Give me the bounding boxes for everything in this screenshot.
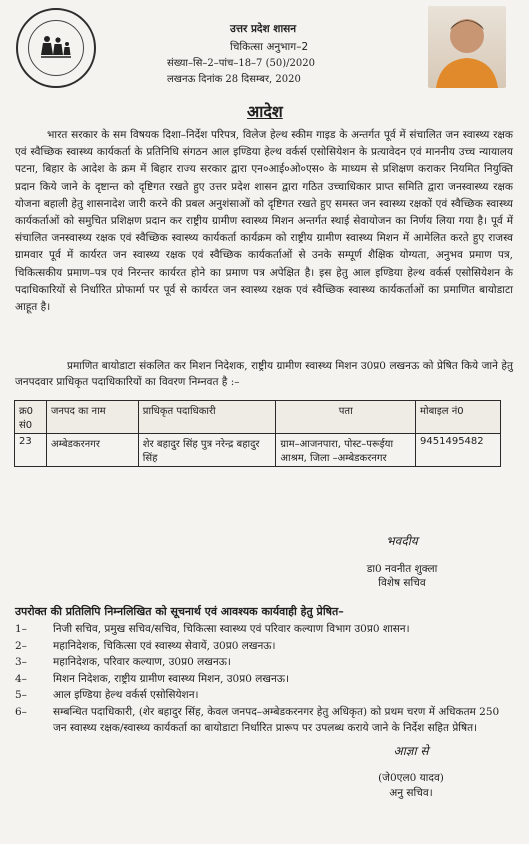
authorized-officials-table bbox=[14, 400, 501, 467]
list-item-text: आल इण्डिया हेल्थ वर्कर्स एसोसियेशन। bbox=[53, 689, 199, 701]
paragraph-text: भारत सरकार के सम विषयक दिशा–निर्देश परिपत्र, विलेज हेल्थ स्कीम गाइड के अन्तर्गत पूर्व में संचालित जन स्वास्थ्य रक्षक एवं स्वैच्छिक स्वास्थ्य कार्यकर्ता के प्रतिनिधि संगठन आल इण्डिया हेल्थ वर्कर्स एसोसियेशन के प्रत्यावेदन एवं माननीय उच्च न्यायालय पटना, बिहार के आदेश के क्रम में बिहार राज्य सरकार द्वारा एन०आई०ओ०एस० के माध्यम से प्रशिक्षण कराकर नियमित नियुक्ति प्रदान किये जाने के दृष्टान्त को दृष्टिगत रखते हुए उत्तर प्रदेश शासन द्वारा गठित उच्चाधिकार प्राप्त समिति द्वारा जनस्वास्थ्य रक्षक योजना बहाली हेतु शासनादेश जारी करने की प्रबल अनुशंसाओं को दृष्टिगत रखते हुए समस्त जन स्वास्थ्य रक्षकों एवं स्वैच्छिक स्वास्थ्य कार्यकर्ताओं को समुचित प्रशिक्षण प्रदान कर राष्ट्रीय ग्रामीण स्वास्थ्य मिशन अन्तर्गत स्थाई सेवायोजन का निर्णय लिया गया है। पूर्व में संचालित जनस्वास्थ्य रक्षक एवं स्वैच्छिक स्वास्थ्य कार्यकर्ता कार्यक्रम को राष्ट्रीय ग्रामीण स्वास्थ्य मिशन में आमेलित करते हुए राजस्व ग्रामवार पूर्व में कार्यरत जन स्वास्थ्य रक्षक एवं स्वैच्छिक कार्यकर्ताओं से उनके सम्पूर्ण शैक्षिक योग्यता, अनुभव प्रमाण पत्र, चिकित्सकीय प्रमाण–पत्र एवं निरन्तर कार्यरत होने का प्रमाण पत्र अपेक्षित है। इस हेतु आल इण्डिया हेल्थ वर्कर्स एसोसियेशन के पदाधिकारियों से निर्धारित प्रोफार्मा पर पूर्व से कार्यरत जन स्वास्थ्य रक्षक एवं स्वैच्छिक स्वास्थ्य कार्यकर्ताओं का प्रमाणित बायोडाटा आहूत है। bbox=[15, 129, 513, 314]
header-serial: क्र0 सं0 bbox=[15, 401, 47, 434]
list-item-number: 4– bbox=[15, 672, 27, 685]
nrhm-seal bbox=[16, 8, 96, 88]
paragraph-text: प्रमाणित बायोडाटा संकलित कर मिशन निदेशक, राष्ट्रीय ग्रामीण स्वास्थ्य मिशन उ0प्र0 लखनऊ को प्रेषित किये जाने हेतु जनपदवार प्राधिकृत पदाधिकारियों का विवरण निम्नवत है :– bbox=[15, 360, 513, 388]
list-item bbox=[15, 638, 510, 655]
signature-block-2 bbox=[356, 744, 466, 801]
header-address: पता bbox=[276, 401, 416, 434]
cell-district: अम्बेडकरनगर bbox=[46, 434, 138, 467]
order-paragraph-2 bbox=[15, 358, 513, 390]
list-item-text: महानिदेशक, परिवार कल्याण, उ0प्र0 लखनऊ। bbox=[53, 656, 231, 668]
header-district: जनपद का नाम bbox=[46, 401, 138, 434]
table-header-row bbox=[15, 401, 501, 434]
reference-number: संख्या–सि–2–पांच–18–7 (50)/2020 bbox=[167, 58, 315, 69]
list-item bbox=[15, 704, 510, 737]
section-name: चिकित्सा अनुभाग–2 bbox=[230, 41, 309, 53]
signatory-designation: अनु सचिव। bbox=[389, 787, 433, 799]
header-mobile: मोबाइल नं0 bbox=[416, 401, 501, 434]
copy-to-list bbox=[15, 621, 510, 737]
cell-mobile: 9451495482 bbox=[416, 434, 501, 467]
list-item-number: 5– bbox=[15, 689, 27, 701]
document-title: आदेश bbox=[247, 102, 283, 121]
list-item bbox=[15, 621, 510, 638]
signatory-name: (जे0एल0 यादव) bbox=[378, 772, 444, 784]
government-name: उत्तर प्रदेश शासन bbox=[230, 23, 297, 35]
chief-minister-photo bbox=[428, 6, 506, 88]
signature-block-1 bbox=[342, 534, 462, 590]
document-date: लखनऊ दिनांक 28 दिसम्बर, 2020 bbox=[167, 74, 301, 85]
cell-serial: 23 bbox=[15, 434, 47, 467]
list-item bbox=[15, 687, 510, 704]
signatory-name: डा0 नवनीत शुक्ला bbox=[366, 563, 438, 575]
list-item-number: 1– bbox=[15, 623, 27, 635]
list-item-text: मिशन निदेशक, राष्ट्रीय ग्रामीण स्वास्थ्य मिशन, उ0प्र0 लखनऊ। bbox=[53, 672, 289, 685]
header-official: प्राधिकृत पदाधिकारी bbox=[138, 401, 276, 434]
signature-salutation: भवदीय bbox=[386, 534, 418, 548]
list-item bbox=[15, 671, 510, 688]
list-item-text: महानिदेशक, चिकित्सा एवं स्वास्थ्य सेवायें, उ0प्र0 लखनऊ। bbox=[53, 639, 276, 652]
table-row bbox=[15, 434, 501, 467]
order-paragraph-1 bbox=[15, 127, 513, 316]
cell-official: शेर बहादुर सिंह पुत्र नरेन्द्र बहादुर सिंह bbox=[138, 434, 276, 467]
list-item bbox=[15, 654, 510, 671]
list-item-number: 6– bbox=[15, 705, 27, 718]
list-item-number: 2– bbox=[15, 639, 27, 652]
family-icon bbox=[38, 33, 74, 63]
signature-salutation: आज्ञा से bbox=[393, 744, 429, 758]
list-item-number: 3– bbox=[15, 656, 27, 668]
copy-to-heading: उपरोक्त की प्रतिलिपि निम्नलिखित को सूचनार्थ एवं आवश्यक कार्यवाही हेतु प्रेषित– bbox=[15, 605, 344, 618]
cell-address: ग्राम–आजनपारा, पोस्ट–परूईया आश्रम, जिला –अम्बेडकरनगर bbox=[276, 434, 416, 467]
list-item-text: सम्बन्धित पदाधिकारी, (शेर बहादुर सिंह, केवल जनपद–अम्बेडकरनगर हेतु अधिकृत) को प्रथम चरण में अधिकतम 250 जन स्वास्थ्य रक्षक/स्वास्थ्य कार्यकर्ता का बायोडाटा निर्धारित प्रारूप पर उपलब्ध कराये जाने के निर्देश सहित प्रेषित। bbox=[53, 705, 500, 734]
seal-inner bbox=[28, 20, 84, 76]
signatory-designation: विशेष सचिव bbox=[378, 577, 426, 589]
list-item-text: निजी सचिव, प्रमुख सचिव/सचिव, चिकित्सा स्वास्थ्य एवं परिवार कल्याण विभाग उ0प्र0 शासन। bbox=[53, 623, 410, 635]
